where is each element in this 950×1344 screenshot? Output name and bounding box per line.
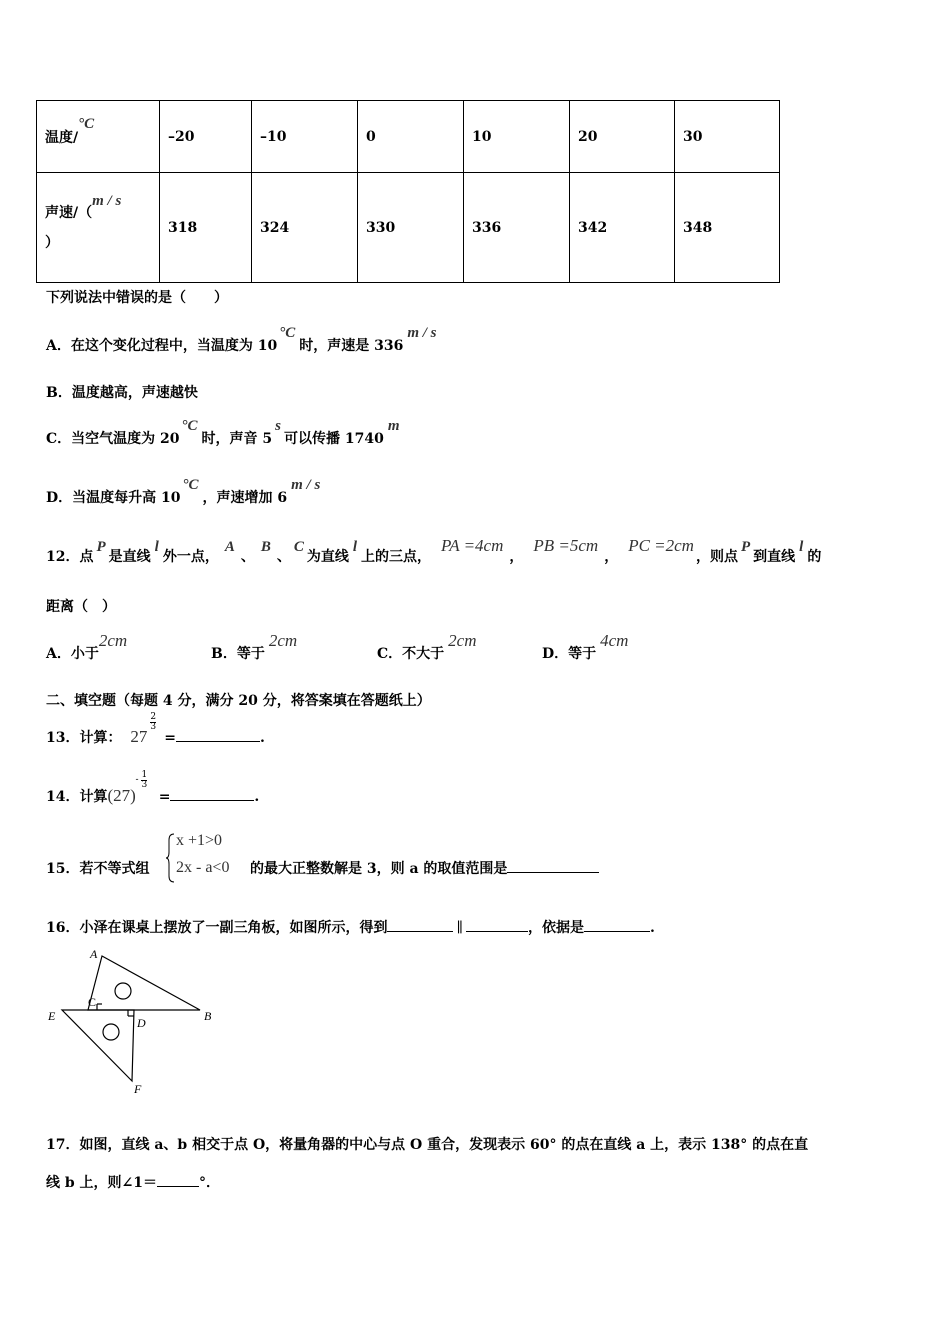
q12-t6: 到直线 — [753, 549, 796, 565]
temperature-speed-table — [36, 100, 780, 283]
speed-header — [37, 173, 160, 283]
q12-sep2: 、 — [276, 549, 291, 565]
q12b-value: 2cm — [268, 631, 298, 650]
label-c: C — [88, 995, 97, 1009]
label-f: F — [134, 1082, 142, 1096]
q12-point-b: B — [260, 539, 271, 555]
q14-expression — [107, 770, 148, 806]
q11-option-c — [46, 418, 400, 448]
q12-option-d — [542, 631, 629, 663]
q12d-value: 4cm — [600, 631, 629, 650]
q11c-unit2: s — [275, 418, 281, 434]
q11a-unit1: °C — [279, 325, 296, 341]
q13-answer-blank — [176, 727, 260, 742]
q13-base: 27 — [130, 727, 148, 746]
q13-exp-den: 3 — [150, 722, 157, 732]
q11a-mid: 时，声速是 336 — [299, 338, 404, 354]
q11a-pre: A．在这个变化过程中，当温度为 10 — [46, 338, 278, 354]
q12-option-b — [211, 631, 298, 663]
q12-pa: PA =4cm — [441, 536, 504, 555]
q12-pb: PB =5cm — [533, 536, 599, 555]
q12-num: 12．点 — [46, 549, 94, 565]
q11-option-b: B．温度越高，声速越快 — [46, 385, 198, 401]
q13-expression — [130, 712, 157, 747]
q13-exp-num: 2 — [150, 712, 157, 722]
q12-t4: 上的三点， — [361, 549, 432, 565]
q15-ineq1: x +1>0 — [176, 832, 223, 849]
q12c-value: 2cm — [448, 631, 477, 650]
q14-exponent — [135, 770, 148, 790]
q15-post-line — [250, 858, 599, 878]
q11d-mid: ，声速增加 6 — [202, 490, 288, 506]
q11c-unit3: m — [387, 418, 400, 434]
q12-sep1: 、 — [240, 549, 255, 565]
speed-label-close: ） — [45, 234, 59, 251]
triangle-hole-1 — [115, 983, 131, 999]
q13-eq: = — [164, 730, 176, 746]
q16-blank3 — [584, 917, 650, 932]
temperature-label: 温度/ — [45, 129, 79, 146]
q11c-mid2: 可以传播 1740 — [283, 431, 384, 447]
q12-pc: PC =2cm — [628, 536, 694, 555]
q12-t2: 外一点， — [162, 549, 219, 565]
q12c-label: C．不大于 — [377, 646, 445, 662]
table-cell: –20 — [160, 101, 252, 173]
q12d-label: D．等于 — [542, 646, 597, 662]
table-cell: 324 — [252, 173, 358, 283]
table-cell: 20 — [570, 101, 675, 173]
q14-exp-den: 3 — [141, 780, 148, 790]
table-cell: 0 — [358, 101, 464, 173]
q15-ineq2: 2x - a<0 — [176, 859, 230, 876]
q16-blank1 — [387, 917, 453, 932]
q12-point-c: C — [293, 539, 304, 555]
q17-line2-post: °． — [199, 1175, 221, 1191]
q12-comma2: ， — [604, 549, 619, 565]
q11c-mid: 时，声音 5 — [201, 431, 273, 447]
q16-blank2 — [466, 917, 528, 932]
q11d-unit1: °C — [182, 477, 199, 493]
triangle-figure — [40, 948, 230, 1098]
q15-post: 的最大正整数解是 3，则 a 的取值范围是 — [250, 861, 508, 877]
speed-label: 声速/（ — [45, 204, 93, 221]
q12-line-l2: l — [352, 539, 358, 555]
q14-eq: = — [158, 789, 171, 805]
table-cell: 330 — [358, 173, 464, 283]
table-cell: 30 — [675, 101, 780, 173]
q13 — [46, 712, 265, 747]
q16-pre: 16．小泽在课桌上摆放了一副三角板，如图所示，得到 — [46, 920, 388, 936]
q11d-pre: D．当温度每升高 10 — [46, 490, 181, 506]
q13-pre: 13．计算： — [46, 730, 122, 746]
q16-mid: ，依据是 — [527, 920, 584, 936]
q11c-pre: C．当空气温度为 20 — [46, 431, 180, 447]
q12-point-a: A — [224, 539, 235, 555]
table-cell: 348 — [675, 173, 780, 283]
q11c-unit1: °C — [181, 418, 198, 434]
q12-stem — [46, 536, 822, 566]
q15-answer-blank — [507, 858, 599, 873]
section-title: 二、填空题（每题 4 分，满分 20 分，将答案填在答题纸上） — [46, 693, 431, 709]
q12b-label: B．等于 — [211, 646, 265, 662]
label-d: D — [137, 1016, 146, 1030]
q12-point-p2: P — [740, 539, 751, 555]
q12-comma1: ， — [509, 549, 524, 565]
table-cell: –10 — [252, 101, 358, 173]
q12-option-a — [46, 631, 128, 663]
q12-line-l: l — [154, 539, 159, 555]
q12a-label: A．小于 — [46, 646, 99, 662]
triangle-hole-2 — [103, 1024, 119, 1040]
brace-icon — [166, 832, 176, 884]
speed-unit: m / s — [92, 192, 122, 209]
q12-t5: ，则点 — [695, 549, 738, 565]
q14 — [46, 770, 260, 806]
q12-line-l3: l — [799, 539, 804, 555]
q11a-unit2: m / s — [407, 325, 437, 341]
q12-point-p: P — [96, 539, 106, 555]
q14-exp-sign: - — [135, 775, 139, 785]
q14-answer-blank — [170, 786, 254, 801]
q11-option-a — [46, 325, 437, 355]
triangle-abc — [88, 956, 200, 1010]
q17-answer-blank — [157, 1172, 199, 1187]
q17-line2-pre: 线 b 上，则∠1＝ — [46, 1175, 158, 1191]
q12-option-c — [377, 631, 477, 663]
table-cell: 336 — [464, 173, 570, 283]
q13-end: . — [259, 730, 265, 746]
table-cell: 342 — [570, 173, 675, 283]
parallel-symbol: ∥ — [456, 920, 463, 936]
q12-t7: 的 — [807, 549, 822, 565]
q12a-value: 2cm — [98, 631, 128, 650]
celsius-unit: °C — [78, 115, 95, 132]
q15-system — [166, 832, 246, 884]
q11-option-d — [46, 477, 321, 507]
q12-t3: 为直线 — [306, 549, 349, 565]
label-e: E — [48, 1009, 56, 1023]
q14-end: . — [254, 789, 260, 805]
label-a: A — [90, 948, 98, 961]
q17-line2 — [46, 1172, 220, 1192]
q16-end: . — [649, 920, 655, 936]
q11d-unit2: m / s — [291, 477, 321, 493]
q16 — [46, 917, 655, 937]
q11-stem: 下列说法中错误的是（ ） — [46, 290, 228, 306]
table-cell: 318 — [160, 173, 252, 283]
table-cell: 10 — [464, 101, 570, 173]
q17-line1: 17．如图，直线 a、b 相交于点 O，将量角器的中心与点 O 重合，发现表示 60° 的点在直线 a 上，表示 138° 的点在直 — [46, 1137, 809, 1153]
q12-stem-line2: 距离（ ） — [46, 599, 116, 615]
q14-pre: 14．计算 — [46, 789, 108, 805]
q15-pre: 15．若不等式组 — [46, 861, 150, 877]
q13-exponent — [150, 713, 156, 732]
triangle-edf — [62, 1010, 134, 1081]
label-b: B — [204, 1009, 212, 1023]
q14-exp-num: 1 — [141, 770, 148, 780]
temperature-header — [37, 101, 160, 173]
q14-base: (27) — [107, 786, 136, 805]
q12-t1: 是直线 — [108, 549, 151, 565]
